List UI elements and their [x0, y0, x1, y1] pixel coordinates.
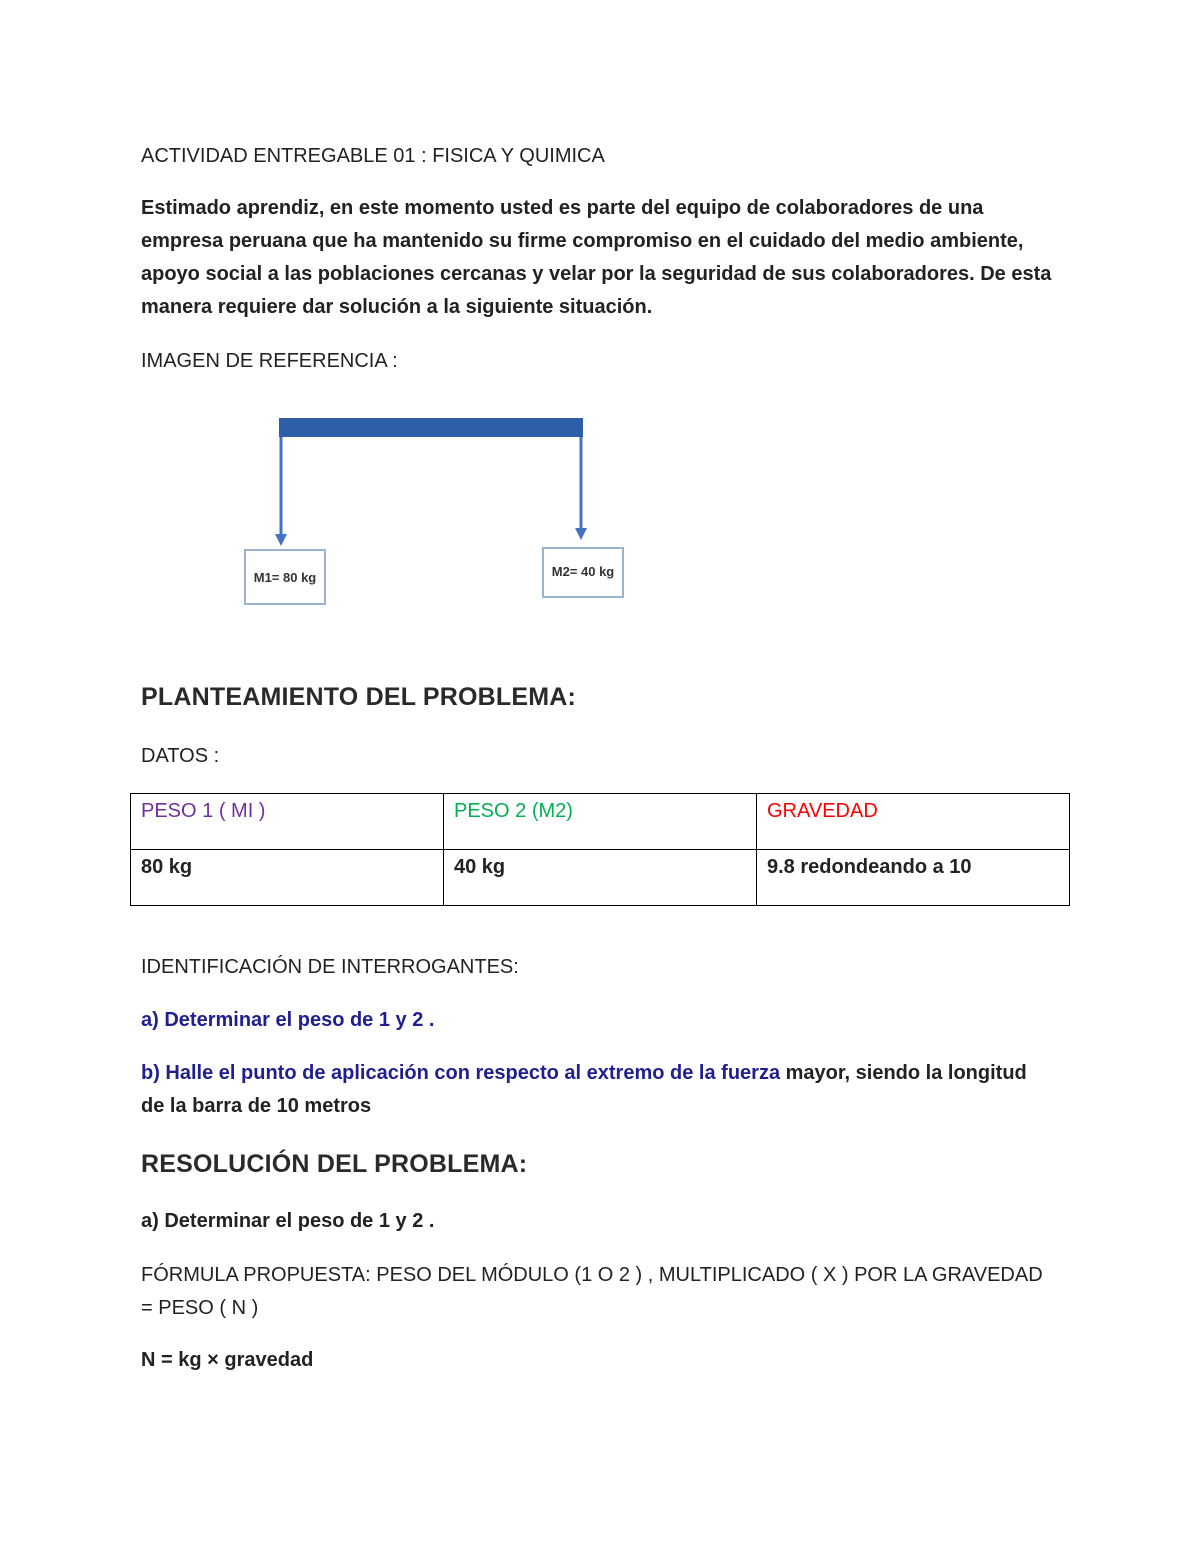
intro-line: empresa peruana que ha mantenido su firme compromiso en el cuidado del medio ambiente,	[141, 230, 1024, 252]
questions-label: IDENTIFICACIÓN DE INTERROGANTES:	[141, 956, 519, 978]
question-b-colored: b) Halle el punto de aplicación con respecto al extremo de la fuerza	[141, 1062, 781, 1084]
value-peso-1: 80 kg	[131, 850, 444, 906]
section-heading-resolucion: RESOLUCIÓN DEL PROBLEMA:	[141, 1150, 528, 1178]
value-gravedad: 9.8 redondeando a 10	[757, 850, 1070, 906]
question-b-line2: de la barra de 10 metros	[141, 1095, 372, 1117]
intro-line: Estimado aprendiz, en este momento usted es parte del equipo de colaboradores de una	[141, 197, 984, 219]
header-peso-2: PESO 2 (M2)	[444, 794, 757, 850]
mass-box-2-label: M2= 40 kg	[551, 564, 615, 579]
reference-figure	[230, 410, 640, 615]
intro-line: manera requiere dar solución a la siguiente situación.	[141, 296, 653, 318]
document-title: ACTIVIDAD ENTREGABLE 01 : FISICA Y QUIMICA	[141, 145, 605, 167]
question-b	[141, 1057, 1101, 1123]
value-peso-2: 40 kg	[444, 850, 757, 906]
formula: N = kg × gravedad	[141, 1349, 314, 1371]
formula-line: FÓRMULA PROPUESTA: PESO DEL MÓDULO (1 O 2 ) , MULTIPLICADO ( X ) POR LA GRAVEDAD	[141, 1264, 1043, 1286]
table-row	[131, 850, 1070, 906]
reference-label: IMAGEN DE REFERENCIA :	[141, 350, 398, 372]
mass-box-1-label: M1= 80 kg	[253, 570, 317, 585]
table-header-row	[131, 794, 1070, 850]
arrow-right	[575, 437, 587, 540]
header-peso-1: PESO 1 ( MI )	[131, 794, 444, 850]
question-a: a) Determinar el peso de 1 y 2 .	[141, 1009, 435, 1031]
formula-line: = PESO ( N )	[141, 1297, 259, 1319]
data-table	[130, 793, 1070, 906]
intro-line: apoyo social a las poblaciones cercanas y velar por la seguridad de sus colaboradores. De esta	[141, 263, 1052, 285]
header-gravedad: GRAVEDAD	[757, 794, 1070, 850]
resolution-a: a) Determinar el peso de 1 y 2 .	[141, 1210, 435, 1232]
formula-description	[141, 1259, 1101, 1325]
question-b-rest: mayor, siendo la longitud	[780, 1062, 1027, 1084]
section-heading-planteamiento: PLANTEAMIENTO DEL PROBLEMA:	[141, 683, 577, 711]
bar	[279, 418, 583, 437]
intro-paragraph	[141, 192, 1101, 324]
arrow-left	[275, 437, 287, 546]
datos-label: DATOS :	[141, 745, 220, 767]
